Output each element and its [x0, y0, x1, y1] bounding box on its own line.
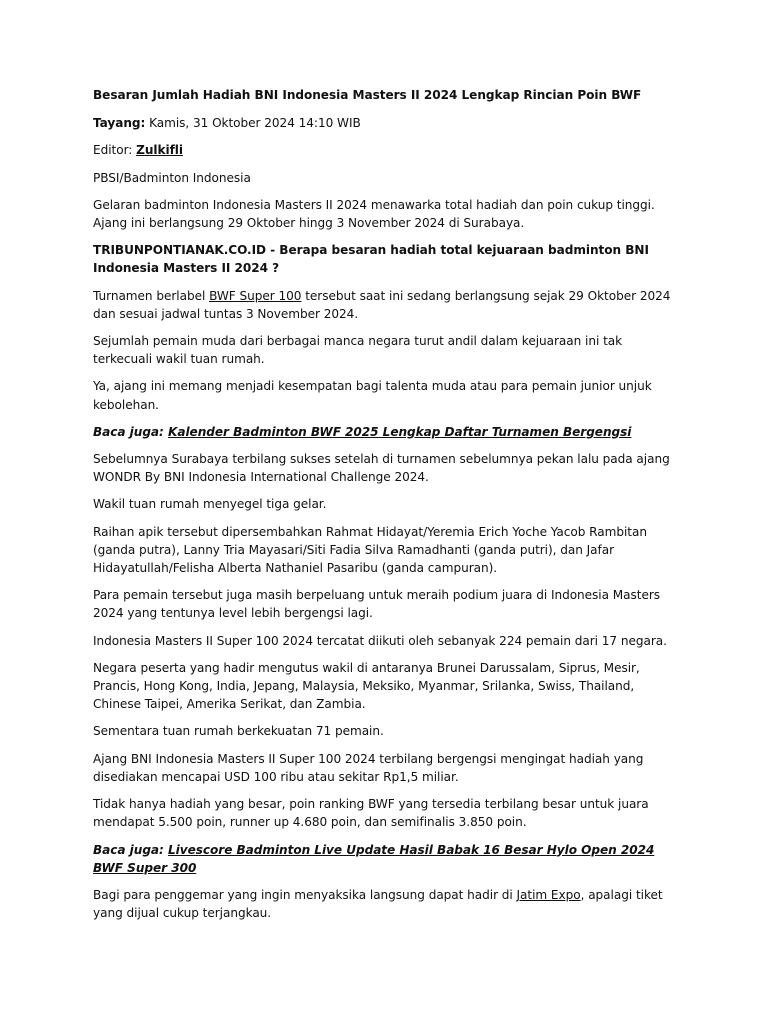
paragraph: Negara peserta yang hadir mengutus wakil di antaranya Brunei Darussalam, Siprus, Mesir, Prancis, Hong Kong, India, Jepang, Malaysia, Meksiko, Myanmar, Srilanka, Swiss, Thailand, Chinese Taipei, Amerika Serikat, dan Zambia. — [93, 660, 640, 712]
editor-link[interactable]: Zulkifli — [136, 143, 183, 158]
read-also-link-2[interactable]: Livescore Badminton Live Update Hasil Babak 16 Besar Hylo Open 2024 BWF Super 300 — [93, 842, 655, 875]
read-also-label: Baca juga: — [93, 842, 164, 857]
article-lead: TRIBUNPONTIANAK.CO.ID - Berapa besaran hadiah total kejuaraan badminton BNI Indonesia Masters II 2024 ? — [93, 243, 649, 276]
paragraph: Ajang BNI Indonesia Masters II Super 100 2024 terbilang bergengsi mengingat hadiah yang disediakan mencapai USD 100 ribu atau sekitar Rp1,5 miliar. — [93, 751, 644, 784]
jatim-expo-link[interactable]: Jatim Expo — [516, 887, 581, 902]
read-also-2 — [93, 841, 676, 877]
paragraph: Para pemain tersebut juga masih berpeluang untuk meraih podium juara di Indonesia Masters 2024 yang tentunya level lebih bergengsi lagi. — [93, 588, 661, 621]
paragraph: Tidak hanya hadiah yang besar, poin ranking BWF yang tersedia terbilang besar untuk juara mendapat 5.500 poin, runner up 4.680 poin, dan semifinalis 3.850 poin. — [93, 797, 649, 830]
read-also-1 — [93, 423, 676, 441]
editor-label: Editor: — [93, 143, 133, 158]
paragraph — [93, 287, 676, 323]
paragraph: Indonesia Masters II Super 100 2024 tercatat diikuti oleh sebanyak 224 pemain dari 17 negara. — [93, 633, 667, 648]
article-title: Besaran Jumlah Hadiah BNI Indonesia Masters II 2024 Lengkap Rincian Poin BWF — [93, 88, 642, 102]
editor-line — [93, 141, 676, 159]
paragraph: Sementara tuan rumah berkekuatan 71 pemain. — [93, 724, 384, 739]
paragraph: Raihan apik tersebut dipersembahkan Rahmat Hidayat/Yeremia Erich Yoche Yacob Rambitan (ganda putra), Lanny Tria Mayasari/Siti Fadia Silva Ramadhanti (ganda putri), dan Jafar Hidayatullah/Felisha Alberta Nathaniel Pasaribu (ganda campuran). — [93, 524, 647, 576]
paragraph: Sebelumnya Surabaya terbilang sukses setelah di turnamen sebelumnya pekan lalu pada ajang WONDR By BNI Indonesia International Challenge 2024. — [93, 452, 670, 485]
paragraph: Ya, ajang ini memang menjadi kesempatan bagi talenta muda atau para pemain junior unjuk kebolehan. — [93, 379, 652, 412]
image-caption: Gelaran badminton Indonesia Masters II 2024 menawarka total hadiah dan poin cukup tinggi. Ajang ini berlangsung 29 Oktober hingg 3 November 2024 di Surabaya. — [93, 197, 655, 231]
text: tersebut saat ini sedang berlangsung sejak 29 Oktober 2024 dan sesuai jadwal tuntas 3 November 2024. — [93, 288, 671, 321]
text: Bagi para penggemar yang ingin menyaksika langsung dapat hadir di — [93, 887, 517, 902]
paragraph: Sejumlah pemain muda dari berbagai manca negara turut andil dalam kejuaraan ini tak terkecuali wakil tuan rumah. — [93, 334, 623, 367]
published-value: Kamis, 31 Oktober 2024 14:10 WIB — [149, 116, 361, 131]
read-also-link-1[interactable]: Kalender Badminton BWF 2025 Lengkap Daftar Turnamen Bergengsi — [168, 424, 632, 439]
published-label: Tayang: — [93, 116, 146, 131]
photo-credit: PBSI/Badminton Indonesia — [93, 170, 251, 185]
published-line — [93, 114, 676, 132]
read-also-label: Baca juga: — [93, 424, 164, 439]
bwf-super-100-link[interactable]: BWF Super 100 — [209, 288, 302, 303]
paragraph — [93, 886, 676, 922]
text: , apalagi tiket yang dijual cukup terjangkau. — [93, 887, 663, 921]
text: Turnamen berlabel — [93, 288, 210, 303]
paragraph: Wakil tuan rumah menyegel tiga gelar. — [93, 497, 327, 512]
